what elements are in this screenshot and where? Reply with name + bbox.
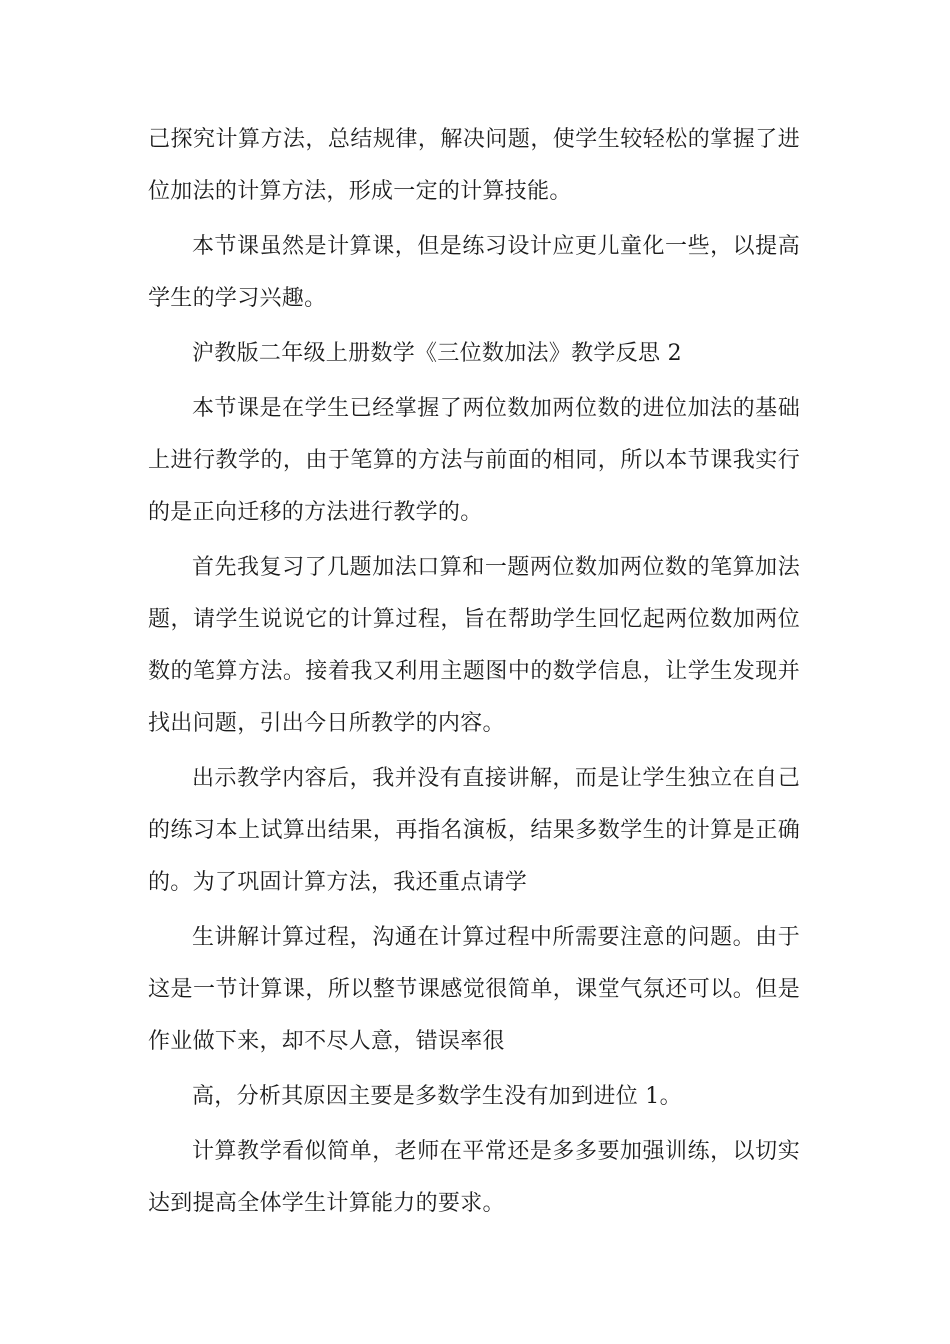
paragraph: 本节课虽然是计算课，但是练习设计应更儿童化一些，以提高学生的学习兴趣。 <box>148 234 800 311</box>
document-body <box>148 114 800 1233</box>
paragraph-continuation: 己探究计算方法，总结规律，解决问题，使学生较轻松的掌握了进位加法的计算方法，形成一定的计算技能。 <box>148 127 800 204</box>
paragraph: 首先我复习了几题加法口算和一题两位数加两位数的笔算加法题，请学生说说它的计算过程，旨在帮助学生回忆起两位数加两位数的笔算方法。接着我又利用主题图中的数学信息，让学生发现并找出问题，引出今日所教学的内容。 <box>148 555 800 736</box>
paragraph: 计算教学看似简单，老师在平常还是多多要加强训练，以切实达到提高全体学生计算能力的要求。 <box>148 1139 800 1216</box>
paragraph: 本节课是在学生已经掌握了两位数加两位数的进位加法的基础上进行教学的，由于笔算的方法与前面的相同，所以本节课我实行的是正向迁移的方法进行教学的。 <box>148 396 800 525</box>
section-title: 沪教版二年级上册数学《三位数加法》教学反思 2 <box>192 341 682 366</box>
paragraph: 高，分析其原因主要是多数学生没有加到进位 1。 <box>192 1084 682 1109</box>
paragraph: 出示教学内容后，我并没有直接讲解，而是让学生独立在自己的练习本上试算出结果，再指名演板，结果多数学生的计算是正确的。为了巩固计算方法，我还重点请学 <box>148 766 800 895</box>
paragraph: 生讲解计算过程，沟通在计算过程中所需要注意的问题。由于这是一节计算课，所以整节课感觉很简单，课堂气氛还可以。但是作业做下来，却不尽人意，错误率很 <box>148 925 800 1054</box>
